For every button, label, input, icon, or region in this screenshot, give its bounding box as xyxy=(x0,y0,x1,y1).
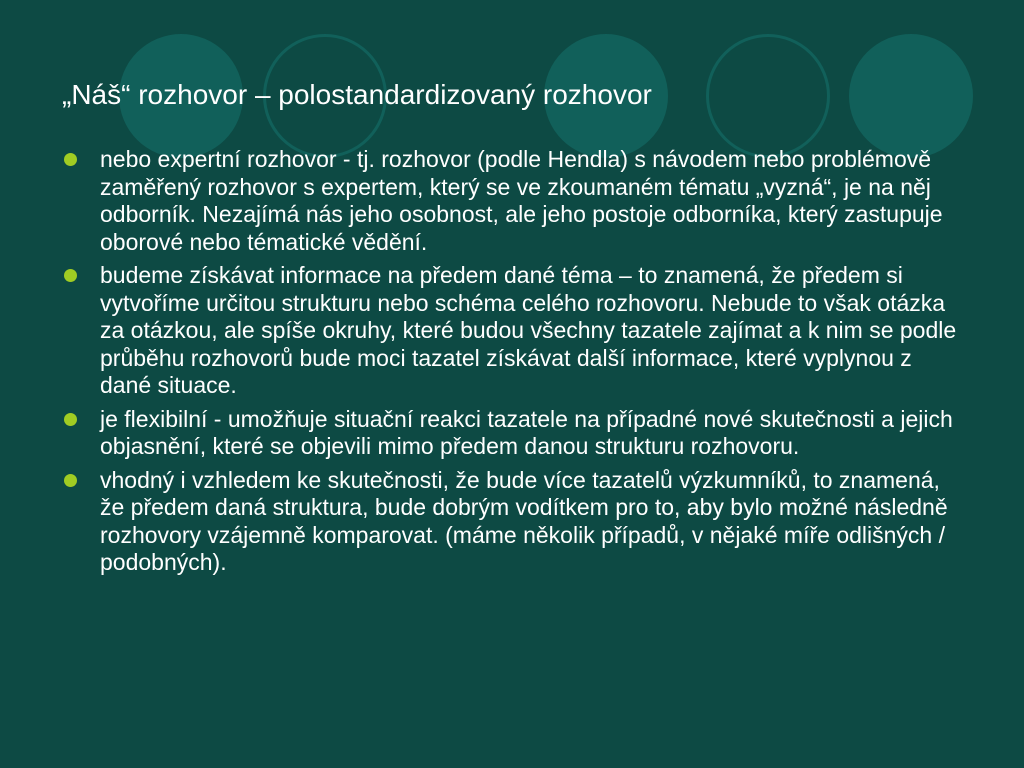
decorative-circle xyxy=(849,34,973,158)
bullet-item xyxy=(62,262,962,400)
bullet-item xyxy=(62,146,962,256)
slide-title: „Náš“ rozhovor – polostandardizovaný rozhovor xyxy=(62,79,652,110)
bullet-dot-icon xyxy=(64,474,77,487)
bullet-text: je flexibilní - umožňuje situační reakci tazatele na případné nové skutečnosti a jejich objasnění, které se objevili mimo předem danou strukturu rozhovoru. xyxy=(100,405,953,459)
bullet-dot-icon xyxy=(64,269,77,282)
bullet-text: budeme získávat informace na předem dané téma – to znamená, že předem si vytvoříme určitou strukturu nebo schéma celého rozhovoru. Nebude to však otázka za otázkou, ale spíše okruhy, které budou všechny tazatele zajímat a k nim se podle průběhu rozhovorů bude moci tazatel získávat další informace, které vyplynou z dané situace. xyxy=(100,262,957,398)
bullet-dot-icon xyxy=(64,153,77,166)
bullet-item xyxy=(62,406,962,461)
decorative-circle-outline xyxy=(706,34,830,158)
bullet-item xyxy=(62,467,962,577)
bullet-list xyxy=(62,146,962,583)
bullet-dot-icon xyxy=(64,413,77,426)
bullet-text: nebo expertní rozhovor - tj. rozhovor (podle Hendla) s návodem nebo problémově zaměřený rozhovor s expertem, který se ve zkoumaném tématu „vyzná“, je na něj odborník. Nezajímá nás jeho osobnost, ale jeho postoje odborníka, který zastupuje oborové nebo tématické vědění. xyxy=(100,146,943,255)
bullet-text: vhodný i vzhledem ke skutečnosti, že bude více tazatelů výzkumníků, to znamená, že předem daná struktura, bude dobrým vodítkem pro to, aby bylo možné následně rozhovory vzájemně komparovat. (máme několik případů, v nějaké míře odlišných / podobných). xyxy=(100,466,948,575)
